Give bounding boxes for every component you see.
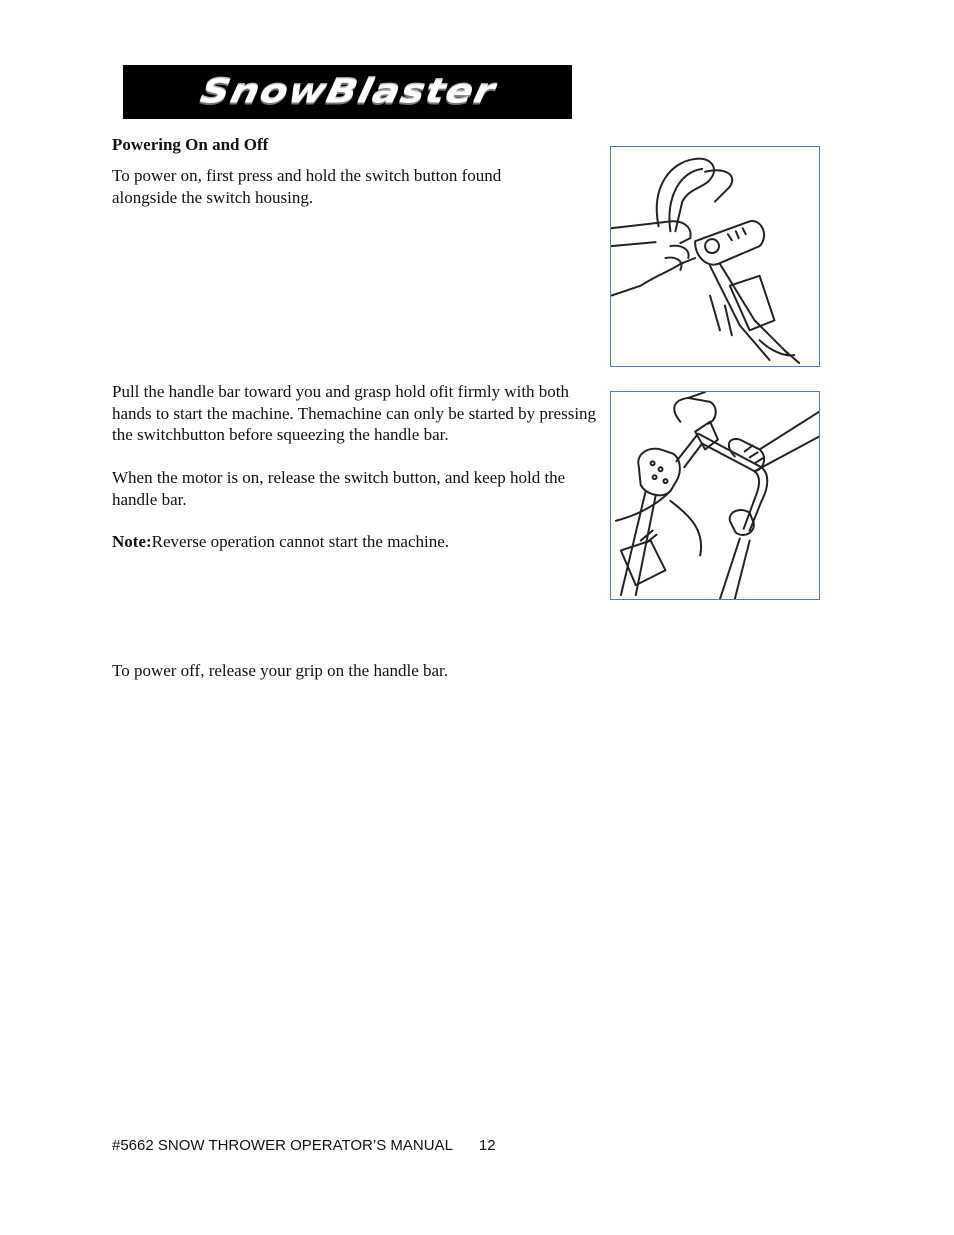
footer-page-number: 12 xyxy=(478,1137,496,1154)
footer-manual-title: #5662 SNOW THROWER OPERATOR’S MANUAL xyxy=(112,1137,453,1154)
section-heading: Powering On and Off xyxy=(112,135,269,154)
page-footer xyxy=(112,1137,496,1154)
figure-switch-button xyxy=(610,146,820,367)
paragraph-power-off: To power off, release your grip on the handle bar. xyxy=(112,661,449,680)
note-label: Note: xyxy=(112,532,152,551)
note-paragraph xyxy=(112,531,598,553)
paragraph-handle-bar: Pull the handle bar toward you and grasp hold ofit firmly with both hands to start the machine. Themachine can only be started by pressing the switchbutton before squeezing the handle bar. xyxy=(112,382,597,444)
switch-button-illustration xyxy=(611,147,819,366)
brand-logo-text: SnowBlaster xyxy=(196,73,499,111)
paragraph-power-on: To power on, first press and hold the switch button found alongside the switch housing. xyxy=(112,166,502,207)
note-text: Reverse operation cannot start the machine. xyxy=(151,532,450,551)
figure-handle-bar xyxy=(610,391,820,600)
paragraph-motor-on: When the motor is on, release the switch button, and keep hold the handle bar. xyxy=(112,468,566,509)
brand-logo xyxy=(123,65,572,119)
handle-bar-illustration xyxy=(611,392,819,599)
